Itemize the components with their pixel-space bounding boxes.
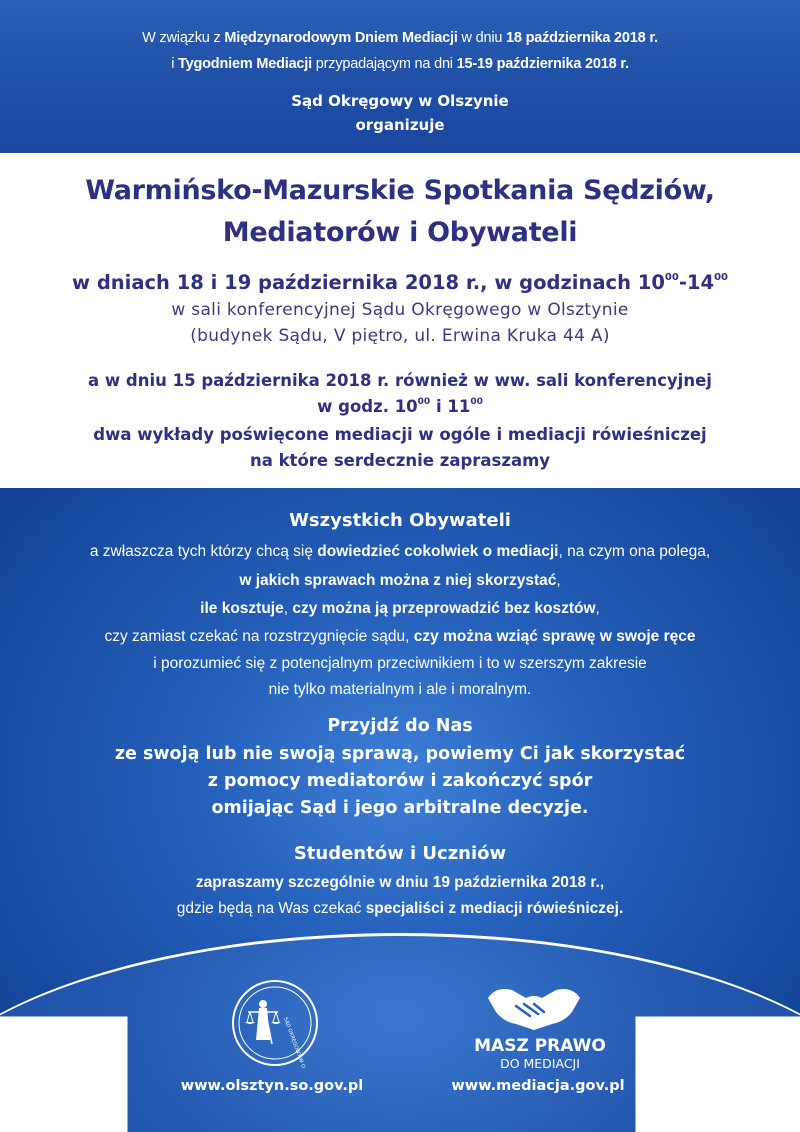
invite-heading: Przyjdź do Nas xyxy=(327,716,473,736)
invite-line-3: omijając Sąd i jego arbitralne decyzje. xyxy=(211,798,589,818)
citizens-heading: Wszystkich Obywateli xyxy=(289,510,511,531)
event-time-end-sup: 00 xyxy=(714,272,728,283)
students-line-2-a: gdzie będą na Was czekać xyxy=(176,900,366,917)
venue-line-2: (budynek Sądu, V piętro, ul. Erwina Kruka 44 A) xyxy=(190,326,610,346)
citizens-line-2 xyxy=(0,572,800,590)
header-line-2-date: 15-19 października 2018 r. xyxy=(456,56,629,72)
students-heading: Studentów i Uczniów xyxy=(293,843,507,864)
header-line-1-bold: Międzynarodowym Dniem Mediacji xyxy=(224,30,458,46)
event-dates-text: w dniach 18 i 19 października 2018 r., w godzinach 10 xyxy=(72,271,665,294)
header-line-1-text: W związku z xyxy=(142,30,225,46)
citizens-line-3-a: ile kosztuje xyxy=(200,600,284,617)
lecture-time-a: w godz. 10 xyxy=(317,397,418,416)
header-band xyxy=(0,0,800,153)
citizens-line-2-bold: w jakich sprawach można z niej skorzystać xyxy=(239,572,557,589)
citizens-line-3-b: , xyxy=(283,600,293,617)
students-line-2 xyxy=(0,900,800,918)
header-line-2-bold: Tygodniem Mediacji xyxy=(178,56,312,72)
court-website-link[interactable]: www.olsztyn.so.gov.pl xyxy=(180,1078,364,1094)
event-dates xyxy=(0,271,800,294)
citizens-line-1 xyxy=(0,543,800,561)
event-title-line-1: Warmińsko-Mazurskie Spotkania Sędziów, xyxy=(85,175,715,206)
citizens-line-2-end: , xyxy=(556,572,561,589)
citizens-line-4-a: czy zamiast czekać na rozstrzygnięcie sądu, xyxy=(104,628,414,645)
do-mediacji-label: DO MEDIACJI xyxy=(500,1056,580,1071)
citizens-line-6: nie tylko materialnym i ale i moralnym. xyxy=(268,681,532,698)
students-line-2-bold: specjaliści z mediacji rówieśniczej. xyxy=(365,900,624,917)
header-line-1-date: 18 października 2018 r. xyxy=(506,30,658,46)
header-line-2-mid: przypadającym na dni xyxy=(311,56,457,72)
court-seal-icon xyxy=(230,978,320,1068)
event-title-line-2: Mediatorów i Obywateli xyxy=(222,217,578,248)
citizens-line-1-c: , na czym ona polega, xyxy=(558,543,711,560)
organizer-verb: organizuje xyxy=(355,116,445,134)
venue-line-1: w sali konferencyjnej Sądu Okręgowego w Olsztynie xyxy=(171,300,629,320)
lecture-line-2 xyxy=(0,397,800,416)
court-seal-text: SĄD OKRĘGOWY W OLSZTYNIE xyxy=(282,1016,315,1068)
lecture-line-4: na które serdecznie zapraszamy xyxy=(249,451,551,470)
lecture-line-3: dwa wykłady poświęcone mediacji w ogóle i mediacji rówieśniczej xyxy=(93,425,707,444)
footer-arc xyxy=(0,933,800,1132)
header-line-2-text: i xyxy=(171,56,179,72)
handshake-icon xyxy=(482,976,586,1036)
citizens-line-4 xyxy=(0,628,800,646)
invite-line-1: ze swoją lub nie swoją sprawą, powiemy Ci jak skorzystać xyxy=(114,744,686,764)
citizens-line-3-c: czy można ją przeprowadzić bez kosztów xyxy=(292,600,596,617)
citizens-line-3-d: , xyxy=(595,600,600,617)
event-time-start-sup: 00 xyxy=(664,272,679,283)
citizens-line-1-bold: dowiedzieć cokolwiek o mediacji xyxy=(317,543,559,560)
lecture-time-b: i 11 xyxy=(430,397,471,416)
header-line-2 xyxy=(0,56,800,72)
citizens-line-4-bold: czy można wziąć sprawę w swoje ręce xyxy=(413,628,696,645)
citizens-line-5: i porozumieć się z potencjalnym przeciwnikiem i to w szerszym zakresie xyxy=(153,655,647,672)
lecture-time-a-sup: 00 xyxy=(417,397,431,407)
students-line-1: zapraszamy szczególnie w dniu 19 października 2018 r., xyxy=(195,874,605,891)
lecture-time-b-sup: 00 xyxy=(470,397,483,407)
lecture-line-1: a w dniu 15 października 2018 r. również w ww. sali konferencyjnej xyxy=(88,371,712,390)
invitation-section xyxy=(0,488,800,1132)
citizens-line-3 xyxy=(0,600,800,618)
invite-line-2: z pomocy mediatorów i zakończyć spór xyxy=(207,771,593,791)
masz-prawo-label: MASZ PRAWO xyxy=(474,1036,606,1056)
header-line-1-mid: w dniu xyxy=(457,30,507,46)
mediation-website-link[interactable]: www.mediacja.gov.pl xyxy=(451,1078,625,1094)
organizer-name: Sąd Okręgowy w Olszynie xyxy=(291,92,509,110)
header-line-1 xyxy=(0,30,800,46)
citizens-line-1-a: a zwłaszcza tych którzy chcą się xyxy=(89,543,318,560)
event-section xyxy=(0,153,800,488)
event-time-end: -14 xyxy=(678,271,715,294)
